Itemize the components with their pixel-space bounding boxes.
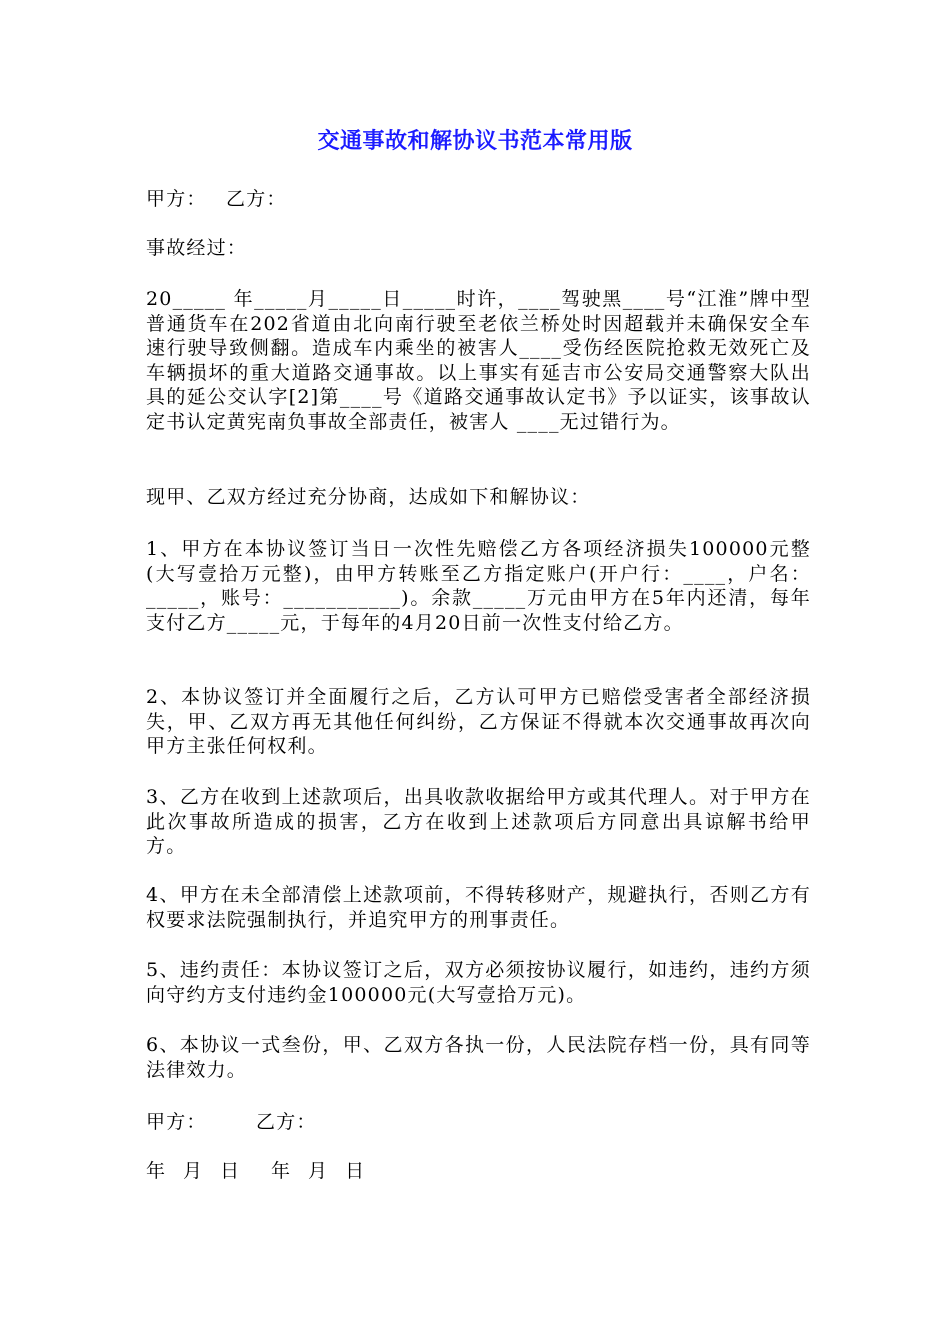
date-party-b: 年 月 日 bbox=[271, 1160, 371, 1182]
signature-row bbox=[146, 1110, 811, 1135]
document-title: 交通事故和解协议书范本常用版 bbox=[317, 129, 633, 154]
accident-heading: 事故经过： bbox=[146, 237, 248, 259]
date-party-a: 年 月 日 bbox=[146, 1160, 246, 1182]
clause-3: 3、乙方在收到上述款项后，出具收款收据给甲方或其代理人。对于甲方在此次事故所造成的损害，乙方在收到上述款项后方同意出具谅解书给甲方。 bbox=[146, 786, 811, 857]
agreement-intro: 现甲、乙双方经过充分协商，达成如下和解协议： bbox=[146, 486, 591, 508]
clause-6: 6、本协议一式叁份，甲、乙双方各执一份，人民法院存档一份，具有同等法律效力。 bbox=[146, 1034, 811, 1081]
clause-1: 1、甲方在本协议签订当日一次性先赔偿乙方各项经济损失100000元整(大写壹拾万元整)，由甲方转账至乙方指定账户(开户行：____，户名：_____，账号：___________)。余款_____万元由甲方在5年内还清，每年支付乙方_____元，于每年的4月20日前一次性支付给乙方。 bbox=[146, 538, 811, 634]
signature-party-a: 甲方： bbox=[146, 1111, 207, 1133]
clause-2: 2、本协议签订并全面履行之后，乙方认可甲方已赔偿受害者全部经济损失，甲、乙双方再无其他任何纠纷，乙方保证不得就本次交通事故再次向甲方主张任何权利。 bbox=[146, 686, 811, 757]
clause-5: 5、违约责任：本协议签订之后，双方必须按协议履行，如违约，违约方须向守约方支付违约金100000元(大写壹拾万元)。 bbox=[146, 959, 811, 1006]
accident-description: 20_____ 年_____月_____日_____时许，____驾驶黑____号“江淮”牌中型普通货车在202省道由北向南行驶至老依兰桥处时因超载并未确保安全车速行驶导致侧翻。造成车内乘坐的被害人____受伤经医院抢救无效死亡及车辆损坏的重大道路交通事故。以上事实有延吉市公安局交通警察大队出具的延公交认字[2]第____号《道路交通事故认定书》予以证实，该事故认定书认定黄宪南负事故全部责任，被害人 ____无过错行为。 bbox=[146, 288, 811, 433]
party-b-label: 乙方： bbox=[226, 188, 287, 210]
parties-header bbox=[146, 187, 811, 212]
clause-4: 4、甲方在未全部清偿上述款项前，不得转移财产，规避执行，否则乙方有权要求法院强制执行，并追究甲方的刑事责任。 bbox=[146, 884, 811, 931]
signature-party-b: 乙方： bbox=[256, 1111, 317, 1133]
party-a-label: 甲方： bbox=[146, 188, 207, 210]
date-row bbox=[146, 1159, 811, 1184]
